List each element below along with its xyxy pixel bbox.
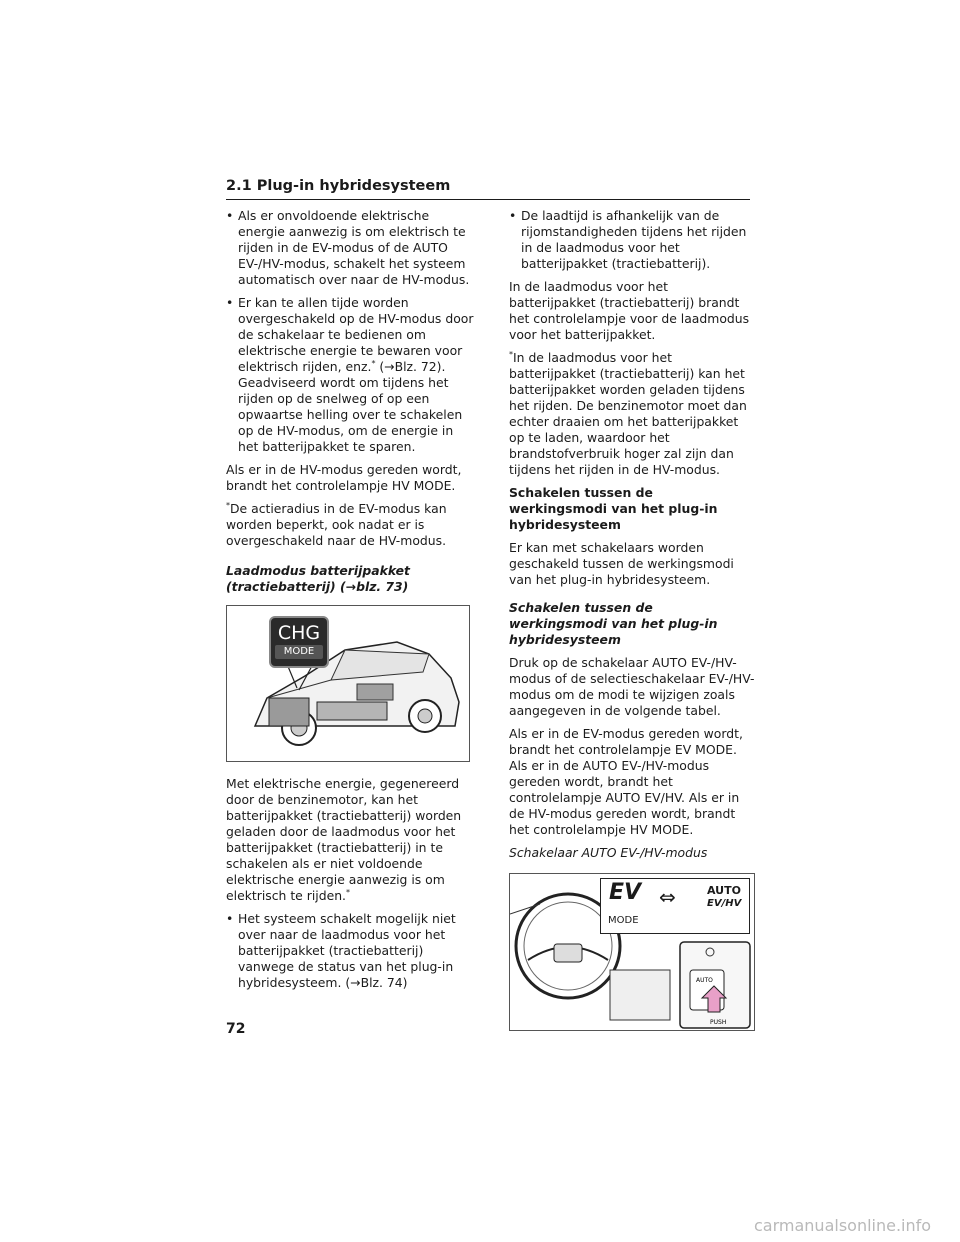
paragraph: In de laadmodus voor het batterijpakket (tractiebatterij) brandt het controlelampje voor de laadmodus voor het batterijpakket. [509,279,750,342]
bullet-item [226,911,476,991]
bullet-item [226,208,476,288]
paragraph-text: Met elektrische energie, gegenereerd door de benzinemotor, kan het batterijpakket (tractiebatterij) worden geladen door de laadmodus voor het batterijpakket (tractiebatterij) in te schakelen als er niet voldoende elektrische energie aanwezig is om elektrisch te rijden. [226,776,462,903]
bullet-item [226,295,476,455]
paragraph [226,776,476,904]
ev-auto-panel [600,878,750,934]
ev-mode-icon: EV [609,880,642,905]
footnote-text: De actieradius in de EV-modus kan worden beperkt, ook nadat er is overgeschakeld naar de HV-modus. [226,501,447,548]
bullet-text: De laadtijd is afhankelijk van de rijomstandigheden tijdens het rijden in de laadmodus voor het batterijpakket (tractiebatterij). [521,208,747,271]
watermark: carmanualsonline.info [754,1216,932,1235]
bullet-dot: • [509,208,517,223]
bullet-dot: • [226,295,234,310]
car-drawing [227,606,469,761]
dashboard-illustration [509,873,755,1031]
car-illustration [226,605,470,762]
svg-text:AUTO: AUTO [696,977,713,984]
figure-caption: Schakelaar AUTO EV-/HV-modus [509,845,708,860]
footnote-marker: * [346,887,350,897]
bullet-text[interactable]: Het systeem schakelt mogelijk niet over naar de laadmodus voor het batterijpakket (tractiebatterij) vanwege de status van het plug-in hybridesysteem. (→Blz. 74) [238,911,456,990]
paragraph: Er kan met schakelaars worden geschakeld tussen de werkingsmodi van het plug-in hybridesysteem. [509,540,734,587]
subheading-charge-mode[interactable]: Laadmodus batterijpakket (tractiebatterij) (→blz. 73) [226,563,410,594]
bullet-text: Er kan te allen tijde worden overgeschakeld op de HV-modus door de schakelaar te bedienen om elektrische energie te bewaren voor elektrisch rijden, enz. [238,295,474,374]
bullet-dot: • [226,911,234,926]
section-header [226,178,750,200]
footnote-marker: * [226,500,230,510]
bullet-dot: • [226,208,234,223]
footnote-text: In de laadmodus voor het batterijpakket (tractiebatterij) kan het batterijpakket worden geladen tijdens het rijden. De benzinemotor moet dan echter draaien om het batterijpakket op te laden, waardoor het brandstofverbruik hoger zal zijn dan tijdens het rijden in de HV-modus. [509,350,747,477]
paragraph: Als er in de EV-modus gereden wordt, brandt het controlelampje EV MODE. Als er in de AUTO EV-/HV-modus gereden wordt, brandt het controlelampje AUTO EV/HV. Als er in de HV-modus gereden wordt, brandt het controlelampje HV MODE. [509,726,743,837]
bullet-item [509,208,755,272]
chg-label: CHG [277,622,321,644]
subheading-mode-switching: Schakelen tussen de werkingsmodi van het plug-in hybridesysteem [509,600,718,647]
left-column [226,208,476,998]
auto-label: AUTO [707,884,741,897]
heading-mode-switching: Schakelen tussen de werkingsmodi van het plug-in hybridesysteem [509,485,718,532]
evhv-label: EV/HV [707,898,742,909]
footnote-paragraph [226,501,476,549]
page-number: 72 [226,1021,246,1037]
auto-evhv-icon [707,885,741,910]
paragraph: Als er in de HV-modus gereden wordt, brandt het controlelampje HV MODE. [226,462,462,493]
footnote-marker: * [509,349,513,359]
section-title: Plug-in hybridesysteem [256,178,451,194]
bullet-text-continued[interactable]: (→Blz. 72). Geadviseerd wordt om tijdens het rijden op de snelweg of op een opwaartse helling over te schakelen op de HV-modus, om de energie in het batterijpakket te sparen. [238,359,463,454]
chg-mode-icon [269,616,329,668]
swap-arrows-icon: ⇔ [659,885,676,909]
right-column [509,208,755,1031]
footnote-marker: * [371,358,376,368]
paragraph: Druk op de schakelaar AUTO EV-/HV-modus of de selectieschakelaar EV-/HV-modus om de modi te wijzigen zoals aangegeven in de volgende tabel. [509,655,755,718]
footnote-paragraph [509,350,755,478]
mode-label: MODE [275,645,323,659]
section-number: 2.1 [226,178,252,194]
ev-mode-label: MODE [608,915,639,926]
bullet-text: Als er onvoldoende elektrische energie aanwezig is om elektrisch te rijden in de EV-modus of de AUTO EV-/HV-modus, schakelt het systeem automatisch over naar de HV-modus. [238,208,470,287]
svg-text:PUSH: PUSH [710,1019,727,1026]
